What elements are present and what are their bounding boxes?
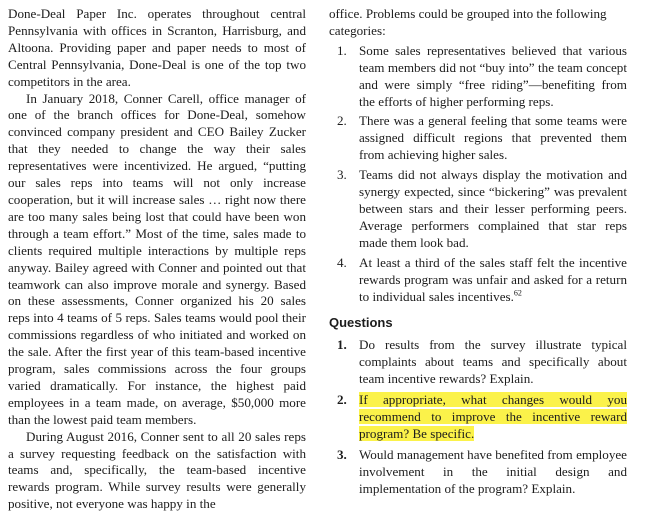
problem-text: At least a third of the sales staff felt the incentive rewards program was unfair and asked for a return to individual sales incentives. xyxy=(359,254,627,304)
problem-number: 2. xyxy=(337,113,347,129)
questions-heading: Questions xyxy=(329,315,393,331)
question-item xyxy=(329,337,627,388)
problem-text: Some sales representatives believed that various team members did not “buy into” the team concept and were simply “free riding”—benefiting from the efforts of higher performing reps. xyxy=(359,42,627,109)
problem-item xyxy=(329,167,627,252)
case-paragraph-2: In January 2018, Conner Carell, office manager of one of the branch offices for Done-Deal, somehow convinced company president and CEO Bailey Zucker that they needed to change the way their sales representatives were incentivized. He argued, “putting our sales reps into teams will not only increase cooperation, but it will increase sales … right now there are too many sales being lost that could have been won through a team effort.” Most of the time, sales made to clients required multiple interactions by multiple reps anyway. Bailey agreed with Conner and pointed out that teamwork can also improve morale and synergy. Based on these assessments, Conner organized his 20 sales reps into 4 teams of 5 reps. Sales teams would pool their commissions regardless of who initiated and worked on the sale. After the first year of this team-based incentive program, sales commissions across the four groups varied dramatically. For instance, the highest paid employees in a team made, on average, $50,000 more than the lowest paid team members. xyxy=(8,90,306,427)
problem-text-wrapper xyxy=(359,255,627,306)
case-paragraph-3: During August 2016, Conner sent to all 20 sales reps a survey requesting feedback on the satisfaction with teams and, specifically, the team-based incentive rewards program. While survey results were generally positive, not everyone was happy in the xyxy=(8,428,306,512)
left-column xyxy=(8,6,306,513)
problem-number: 1. xyxy=(337,42,347,58)
footnote-marker: 62 xyxy=(513,288,522,298)
highlighted-question-text: If appropriate, what changes would you recommend to improve the incentive reward program? Be specific. xyxy=(359,392,627,441)
problem-item xyxy=(329,43,627,111)
problems-intro: office. Problems could be grouped into the following categories: xyxy=(329,6,607,38)
question-text: Would management have benefited from employee involvement in the initial design and implementation of the program? Explain. xyxy=(359,446,627,496)
case-paragraph-1: Done-Deal Paper Inc. operates throughout central Pennsylvania with offices in Scranton, Harrisburg, and Altoona. Providing paper and paper needs to most of Central Pennsylvania, Done-Deal is one of the top two competitors in the area. xyxy=(8,6,306,89)
question-item xyxy=(329,392,627,443)
problem-number: 3. xyxy=(337,167,347,183)
problem-text: There was a general feeling that some teams were assigned difficult regions that prevented them from achieving higher sales. xyxy=(359,113,627,163)
question-item xyxy=(329,447,627,498)
right-column xyxy=(329,6,627,501)
problem-text: Teams did not always display the motivation and synergy expected, since “bickering” was prevalent between stars and their lesser performing peers. Average performers complained that star reps made them look bad. xyxy=(359,167,627,250)
questions-list xyxy=(329,337,627,497)
problem-item xyxy=(329,255,627,306)
problem-item xyxy=(329,113,627,164)
question-number: 2. xyxy=(337,392,347,408)
question-text-wrapper xyxy=(359,392,627,443)
problem-number: 4. xyxy=(337,254,347,270)
question-number: 3. xyxy=(337,446,347,462)
question-text: Do results from the survey illustrate typical complaints about teams and specifically about team incentive rewards? Explain. xyxy=(359,337,627,387)
problems-list xyxy=(329,43,627,306)
question-number: 1. xyxy=(337,337,347,353)
